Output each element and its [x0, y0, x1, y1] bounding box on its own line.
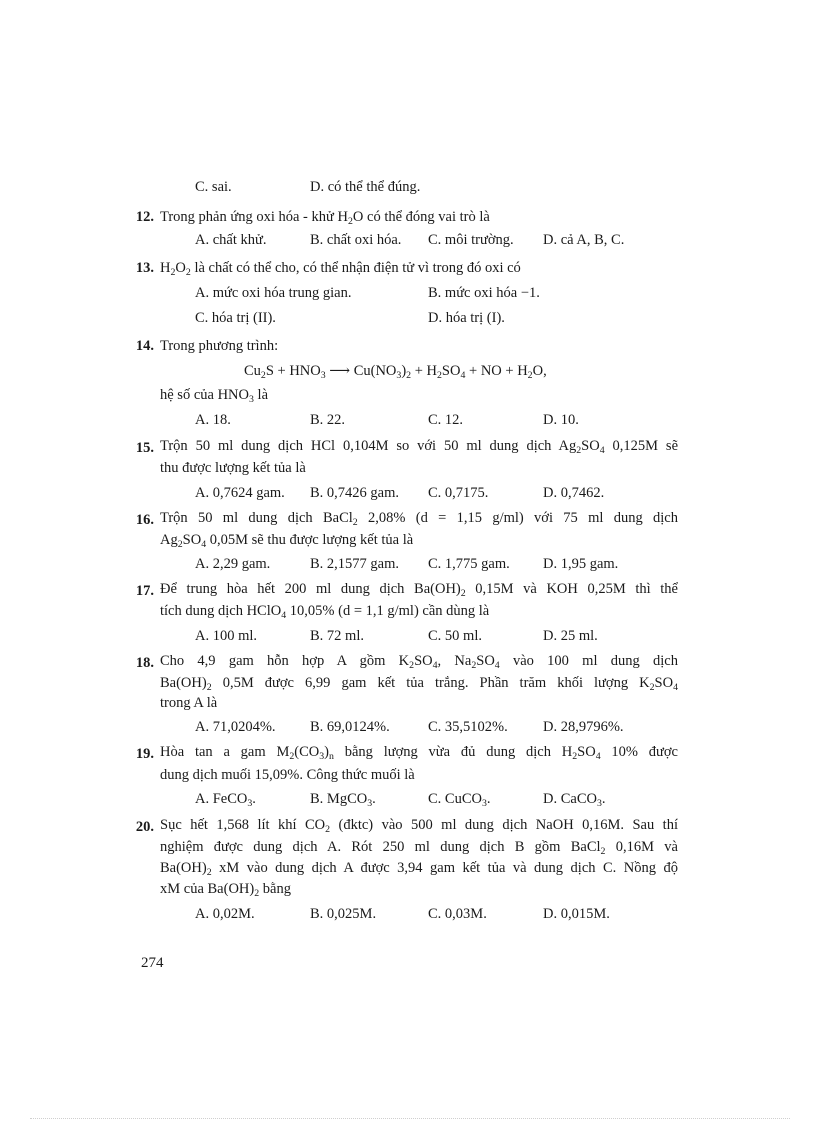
q12-number: 12. — [135, 209, 154, 225]
q15-option-a: A. 0,7624 gam. — [195, 485, 285, 501]
q18-option-c: C. 35,5102%. — [428, 719, 508, 735]
q14-number: 14. — [135, 338, 154, 354]
q12-option-d: D. cả A, B, C. — [543, 232, 625, 248]
q14-equation: $Cu_2S + HNO_3$ ⟶ $Cu(NO_3)_2 + H_2SO_4$ + NO + $H_2O$, — [244, 363, 547, 381]
q12-option-c: C. môi trường. — [428, 232, 514, 248]
q15-number: 15. — [135, 440, 154, 456]
q20-option-c: C. 0,03M. — [428, 906, 487, 922]
q17-option-b: B. 72 ml. — [310, 628, 364, 644]
q15-option-c: C. 0,7175. — [428, 485, 489, 501]
q16-option-c: C. 1,775 gam. — [428, 556, 510, 572]
q19-option-a: A. FeCO$_3$. — [195, 791, 256, 809]
q13-option-d: D. hóa trị (I). — [428, 310, 505, 326]
q20-text-line4: xM của $Ba(OH)_2$ bằng — [160, 881, 291, 899]
q15-option-b: B. 0,7426 gam. — [310, 485, 400, 501]
q19-text-line2: dung dịch muối 15,09%. Công thức muối là — [160, 767, 415, 783]
q16-number: 16. — [135, 512, 154, 528]
q14-text: Trong phương trình: — [160, 338, 279, 354]
q19-option-d: D. CaCO$_3$. — [543, 791, 606, 809]
q15-option-d: D. 0,7462. — [543, 485, 605, 501]
q11-option-d: D. có thể thể đúng. — [310, 179, 421, 195]
q17-text-line1: Để trung hòa hết 200 ml dung dịch $Ba(OH)_2$ 0,15M và KOH 0,25M thì thể — [160, 581, 678, 599]
q14-option-b: B. 22. — [310, 412, 346, 428]
q15-text-line2: thu được lượng kết tủa là — [160, 460, 306, 476]
q15-text-line1: Trộn 50 ml dung dịch HCl 0,104M so với 50 ml dung dịch $Ag_2SO_4$ 0,125M sẽ — [160, 438, 678, 456]
q19-option-c: C. CuCO$_3$. — [428, 791, 491, 809]
q18-option-b: B. 69,0124%. — [310, 719, 390, 735]
q11-option-c: C. sai. — [195, 179, 232, 195]
q20-number: 20. — [135, 819, 154, 835]
q18-text-line1: Cho 4,9 gam hỗn hợp A gồm $K_2SO_4$, $Na_2SO_4$ vào 100 ml dung dịch — [160, 653, 678, 671]
q17-text-line2: tích dung dịch HClO$_4$ 10,05% (d = 1,1 g/ml) cần dùng là — [160, 603, 490, 621]
q20-option-a: A. 0,02M. — [195, 906, 255, 922]
q12-text: Trong phản ứng oxi hóa - khử $H_2O$ có thể đóng vai trò là — [160, 209, 490, 227]
q18-number: 18. — [135, 655, 154, 671]
q16-option-b: B. 2,1577 gam. — [310, 556, 400, 572]
q19-text-line1: Hòa tan a gam $M_2(CO_3)_n$ bằng lượng vừa đủ dung dịch $H_2SO_4$ 10% được — [160, 744, 678, 762]
bottom-dotted-rule — [30, 1118, 790, 1119]
q13-number: 13. — [135, 260, 154, 276]
q18-option-a: A. 71,0204%. — [195, 719, 276, 735]
q14-option-c: C. 12. — [428, 412, 464, 428]
q19-option-b: B. MgCO$_3$. — [310, 791, 376, 809]
q19-number: 19. — [135, 746, 154, 762]
q17-number: 17. — [135, 583, 154, 599]
q20-text-line1: Sục hết 1,568 lít khí $CO_2$ (đktc) vào 500 ml dung dịch NaOH 0,16M. Sau thí — [160, 817, 678, 835]
q17-option-a: A. 100 ml. — [195, 628, 258, 644]
q16-text-line2: $Ag_2SO_4$ 0,05M sẽ thu được lượng kết tủa là — [160, 532, 414, 550]
q12-option-a: A. chất khử. — [195, 232, 267, 248]
q14-option-d: D. 10. — [543, 412, 579, 428]
q17-option-c: C. 50 ml. — [428, 628, 482, 644]
q14-option-a: A. 18. — [195, 412, 231, 428]
q17-option-d: D. 25 ml. — [543, 628, 598, 644]
q13-option-b: B. mức oxi hóa −1. — [428, 285, 540, 301]
q14-text-after: hệ số của $HNO_3$ là — [160, 387, 269, 405]
q16-option-a: A. 2,29 gam. — [195, 556, 271, 572]
q16-text-line1: Trộn 50 ml dung dịch BaCl$_2$ 2,08% (d = 1,15 g/ml) với 75 ml dung dịch — [160, 510, 678, 528]
q18-text-line3: trong A là — [160, 695, 218, 711]
q18-text-line2: $Ba(OH)_2$ 0,5M được 6,99 gam kết tủa trắng. Phần trăm khối lượng $K_2SO_4$ — [160, 675, 678, 693]
q13-option-c: C. hóa trị (II). — [195, 310, 276, 326]
q13-option-a: A. mức oxi hóa trung gian. — [195, 285, 352, 301]
q18-option-d: D. 28,9796%. — [543, 719, 624, 735]
q20-text-line3: $Ba(OH)_2$ xM vào dung dịch A được 3,94 gam kết tủa và dung dịch C. Nồng độ — [160, 860, 678, 878]
q20-option-d: D. 0,015M. — [543, 906, 610, 922]
q13-text: $H_2O_2$ là chất có thể cho, có thể nhận điện tử vì trong đó oxi có — [160, 260, 521, 278]
q20-option-b: B. 0,025M. — [310, 906, 377, 922]
q16-option-d: D. 1,95 gam. — [543, 556, 619, 572]
q20-text-line2: nghiệm được dung dịch A. Rót 250 ml dung dịch B gồm BaCl$_2$ 0,16M và — [160, 839, 678, 857]
q12-option-b: B. chất oxi hóa. — [310, 232, 402, 248]
page-number: 274 — [141, 955, 164, 971]
